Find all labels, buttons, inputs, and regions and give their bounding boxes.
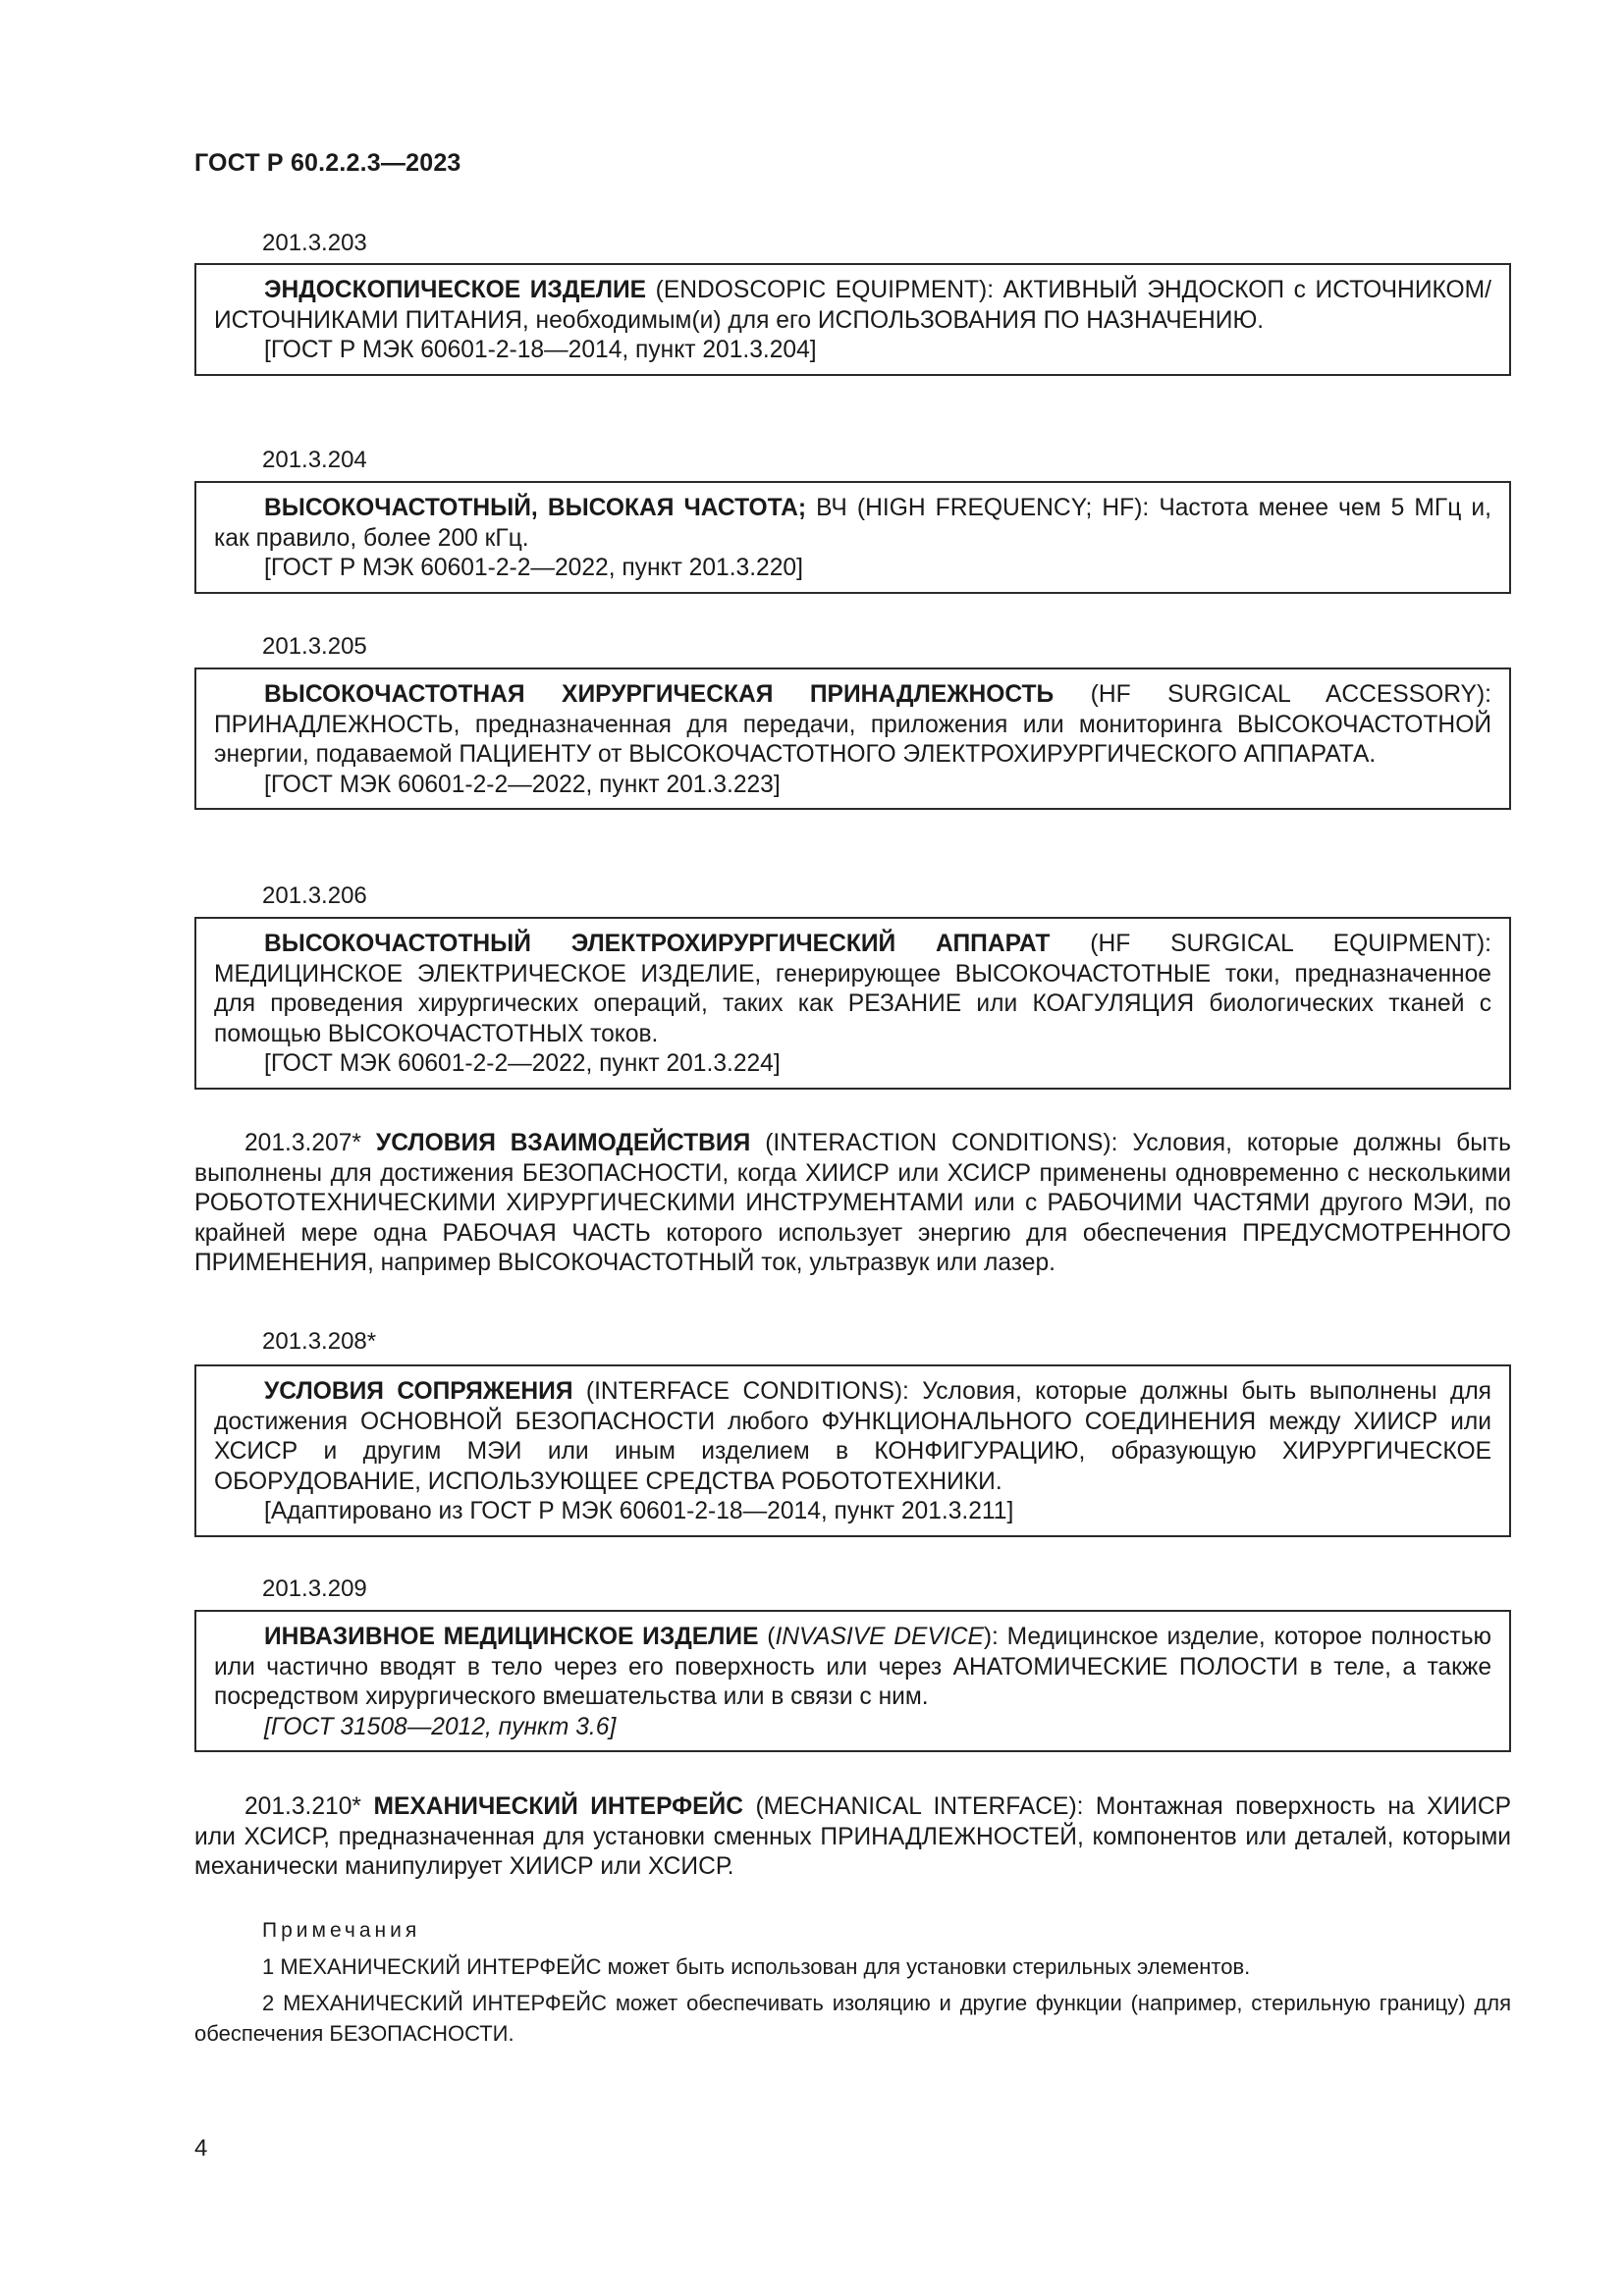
document-header: ГОСТ Р 60.2.2.3—2023 xyxy=(194,149,461,177)
term-title: МЕХАНИЧЕСКИЙ ИНТЕРФЕЙС xyxy=(373,1793,743,1820)
term-text: (MECHANICAL INTERFACE): Монтажная поверхность на ХИИСР или ХСИСР, предназначенная для установки сменных ПРИНАДЛЕЖНОСТЕЙ, компонентов или деталей, которыми механически манипулирует ХИИСР или ХСИСР. xyxy=(194,1793,1511,1880)
term-title: ВЫСОКОЧАСТОТНАЯ ХИРУРГИЧЕСКАЯ ПРИНАДЛЕЖНОСТЬ xyxy=(264,681,1055,708)
page-number: 4 xyxy=(194,2135,208,2162)
term-text: (INTERACTION CONDITIONS): Условия, которые должны быть выполнены для достижения БЕЗОПАСНОСТИ, когда ХИИСР или ХСИСР применены одновременно с несколькими РОБОТОТЕХНИЧЕСКИМИ ХИРУРГИЧЕСКИМИ ИНСТРУМЕНТАМИ или с РАБОЧИМИ ЧАСТЯМИ другого МЭИ, по крайней мере одна РАБОЧАЯ ЧАСТЬ которого использует энергию для обеспечения ПРЕДУСМОТРЕННОГО ПРИМЕНЕНИЯ, например ВЫСОКОЧАСТОТНЫЙ ток, ультразвук или лазер. xyxy=(194,1130,1511,1276)
term-definition-box xyxy=(194,667,1511,810)
term-english-name: INVASIVE DEVICE xyxy=(775,1624,984,1650)
term-definition xyxy=(194,1792,1511,1883)
term-number: 201.3.203 xyxy=(262,230,367,256)
term-definition-box xyxy=(194,1610,1511,1752)
term-definition xyxy=(194,1129,1511,1279)
term-title: ВЫСОКОЧАСТОТНЫЙ, ВЫСОКАЯ ЧАСТОТА; xyxy=(264,495,807,521)
term-definition xyxy=(214,1623,1491,1713)
term-text: (INTERFACE CONDITIONS): Условия, которые должны быть выполнены для достижения ОСНОВНОЙ БЕЗОПАСНОСТИ любого ФУНКЦИОНАЛЬНОГО СОЕДИНЕНИЯ между ХИИСР или ХСИСР и другим МЭИ или иным изделием в КОНФИГУРАЦИЮ, образующую ХИРУРГИЧЕСКОЕ ОБОРУДОВАНИЕ, ИСПОЛЬЗУЮЩЕЕ СРЕДСТВА РОБОТОТЕХНИКИ. xyxy=(214,1378,1491,1495)
term-text: ВЧ (HIGH FREQUENCY; HF): Частота менее чем 5 МГц и, как правило, более 200 кГц. xyxy=(214,495,1491,552)
term-reference: [ГОСТ МЭК 60601-2-2—2022, пункт 201.3.224] xyxy=(264,1050,781,1077)
term-number: 201.3.205 xyxy=(262,633,367,660)
term-reference: [Адаптировано из ГОСТ Р МЭК 60601-2-18—2014, пункт 201.3.211] xyxy=(264,1498,1014,1524)
note-item: 2 МЕХАНИЧЕСКИЙ ИНТЕРФЕЙС может обеспечивать изоляцию и другие функции (например, стерильную границу) для обеспечения БЕЗОПАСНОСТИ. xyxy=(194,1991,1511,2046)
term-definition-box xyxy=(194,263,1511,376)
term-definition xyxy=(214,494,1491,554)
term-definition-free xyxy=(194,1129,1511,1279)
term-definition xyxy=(214,276,1491,336)
term-title: ЭНДОСКОПИЧЕСКОЕ ИЗДЕЛИЕ xyxy=(264,277,647,303)
term-text: (HF SURGICAL EQUIPMENT): МЕДИЦИНСКОЕ ЭЛЕКТРИЧЕСКОЕ ИЗДЕЛИЕ, генерирующее ВЫСОКОЧАСТОТНЫЕ токи, предназначенное для проведения хирургических операций, таких как РЕЗАНИЕ или КОАГУЛЯЦИЯ биологических тканей с помощью ВЫСОКОЧАСТОТНЫХ токов. xyxy=(214,931,1491,1047)
notes-section xyxy=(194,1915,1511,2049)
term-definition-box xyxy=(194,481,1511,594)
term-number: 201.3.204 xyxy=(262,447,367,473)
term-reference: [ГОСТ Р МЭК 60601-2-2—2022, пункт 201.3.220] xyxy=(264,555,803,581)
term-number-inline: 201.3.207* xyxy=(244,1130,361,1156)
term-definition xyxy=(214,1377,1491,1497)
term-definition xyxy=(214,680,1491,771)
note-item: 1 МЕХАНИЧЕСКИЙ ИНТЕРФЕЙС может быть использован для установки стерильных элементов. xyxy=(262,1954,1251,1979)
term-reference: [ГОСТ 31508—2012, пункт 3.6] xyxy=(264,1713,617,1740)
term-title: УСЛОВИЯ СОПРЯЖЕНИЯ xyxy=(264,1378,573,1405)
term-number: 201.3.208* xyxy=(262,1328,377,1355)
term-number: 201.3.206 xyxy=(262,882,367,909)
term-text: (HF SURGICAL ACCESSORY): ПРИНАДЛЕЖНОСТЬ, предназначенная для передачи, приложения или мониторинга ВЫСОКОЧАСТОТНОЙ энергии, подаваемой ПАЦИЕНТУ от ВЫСОКОЧАСТОТНОГО ЭЛЕКТРОХИРУРГИЧЕСКОГО АППАРАТА. xyxy=(214,681,1491,768)
term-paren: ( xyxy=(758,1624,776,1650)
term-title: ВЫСОКОЧАСТОТНЫЙ ЭЛЕКТРОХИРУРГИЧЕСКИЙ АППАРАТ xyxy=(264,931,1051,957)
term-definition xyxy=(214,930,1491,1049)
term-reference: [ГОСТ МЭК 60601-2-2—2022, пункт 201.3.223] xyxy=(264,771,781,798)
notes-title: Примечания xyxy=(262,1919,421,1942)
term-reference: [ГОСТ Р МЭК 60601-2-18—2014, пункт 201.3.204] xyxy=(264,337,817,363)
term-definition-box xyxy=(194,917,1511,1090)
term-title: ИНВАЗИВНОЕ МЕДИЦИНСКОЕ ИЗДЕЛИЕ xyxy=(264,1624,759,1650)
term-definition-free xyxy=(194,1792,1511,1883)
term-text: (ENDOSCOPIC EQUIPMENT): АКТИВНЫЙ ЭНДОСКОП с ИСТОЧНИКОМ/ИСТОЧНИКАМИ ПИТАНИЯ, необходимым(и) для его ИСПОЛЬЗОВАНИЯ ПО НАЗНАЧЕНИЮ. xyxy=(214,277,1491,334)
term-number: 201.3.209 xyxy=(262,1575,367,1602)
term-title: УСЛОВИЯ ВЗАИМОДЕЙСТВИЯ xyxy=(375,1130,751,1156)
term-definition-box xyxy=(194,1364,1511,1537)
term-text: ): Медицинское изделие, которое полностью или частично вводят в тело через его поверхность или через АНАТОМИЧЕСКИЕ ПОЛОСТИ в теле, а также посредством хирургического вмешательства или в связи с ним. xyxy=(214,1624,1491,1710)
term-number-inline: 201.3.210* xyxy=(244,1793,361,1820)
